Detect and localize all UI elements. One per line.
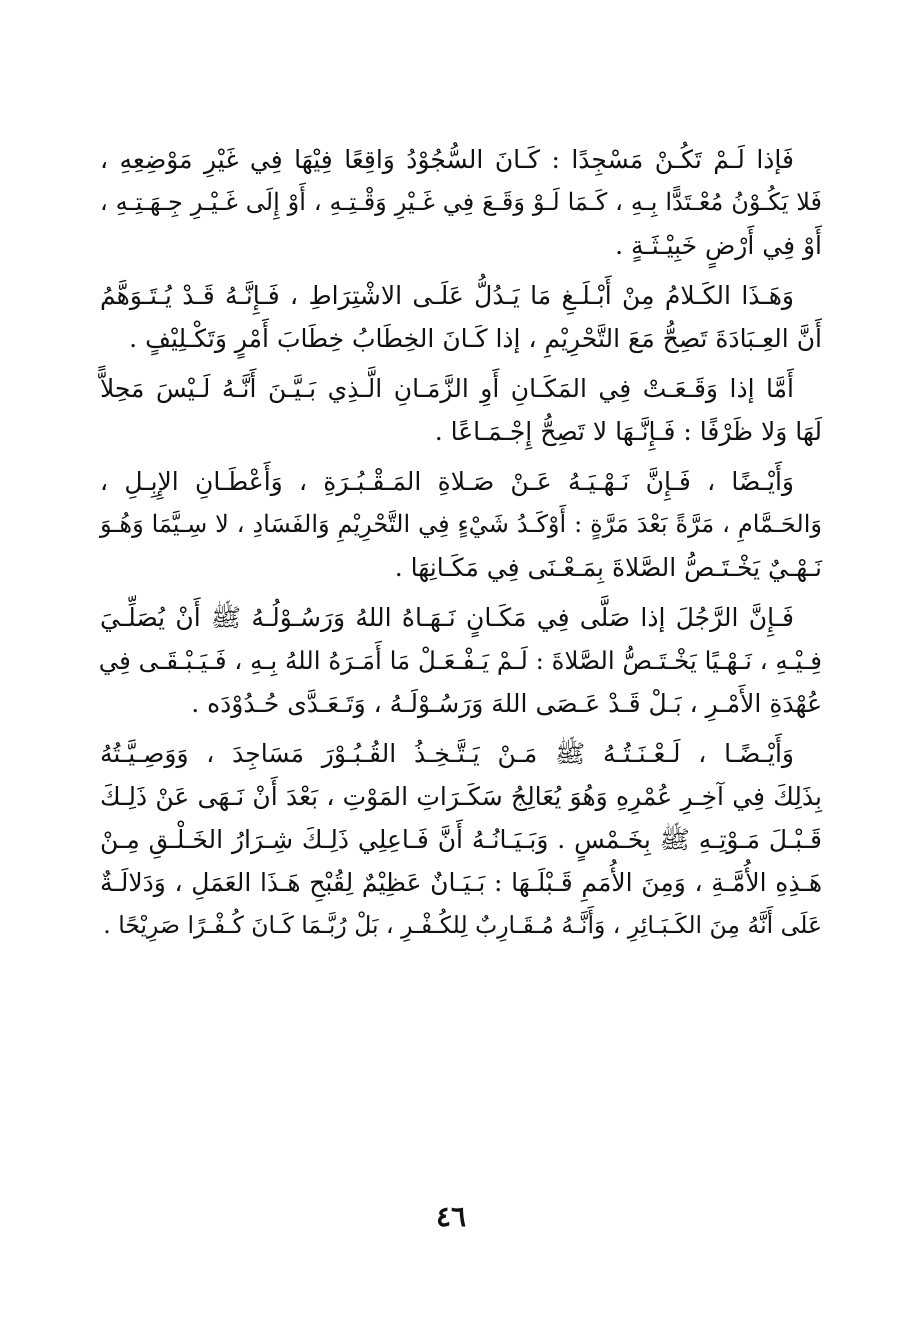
text-line: هَـذِهِ الأُمَّـةِ ، وَمِنَ الأُمَمِ قَـبْلَـهَا : بَـيَـانٌ عَظِيْمٌ لِقُبْحِ هَـذَا العَمَلِ ، وَدَلالَـةٌ	[100, 868, 822, 897]
text-line: نَـهْـيٌ يَخْـتَـصُّ الصَّلاةَ بِمَـعْـنَى فِي مَكَـانِهَا .	[394, 553, 822, 582]
paragraph-2	[100, 274, 822, 360]
text-line: وَأَيْـضًا ، فَـإِنَّ نَـهْـيَـهُ عَـنْ صَـلاةِ المَـقْـبُـرَةِ ، وَأَعْطَـانِ الإِبِـلِ ،	[100, 467, 794, 496]
text-line: لَهَا وَلا ظَرْفًا : فَـإِنَّـهَا لا تَصِحُّ إِجْـمَـاعًا .	[434, 417, 822, 446]
text-line: فَلا يَكُـوْنُ مُعْـتَدًّا بِـهِ ، كَـمَا لَـوْ وَقَـعَ فِي غَـيْرِ وَقْـتِـهِ ، أَوْ إِلَى غَـيْـرِ جِـهَـتِـهِ ،	[100, 188, 822, 216]
paragraph-1	[100, 138, 822, 267]
text-line: أَنَّ العِـبَادَةَ تَصِحُّ مَعَ التَّحْرِيْمِ ، إذا كَـانَ الخِطَابُ خِطَابَ أَمْرٍ وَتَكْـلِيْفٍ .	[129, 324, 822, 353]
paragraph-5	[100, 596, 822, 725]
text-line: أَمَّا إذا وَقَـعَـتْ فِي المَكَـانِ أَوِ الزَّمَـانِ الَّـذِي بَـيَّـنَ أَنَّـهُ لَـيْسَ مَحِلاًّ	[100, 374, 794, 403]
text-line: فَـإِنَّ الرَّجُلَ إذا صَلَّى فِي مَكَـانٍ نَـهَـاهُ اللهُ وَرَسُـوْلُـهُ ﷺ أَنْ يُصَلِّـيَ	[100, 603, 794, 632]
text-line: فِـيْـهِ ، نَـهْـيًا يَخْـتَـصُّ الصَّلاةَ : لَـمْ يَـفْـعَـلْ مَا أَمَـرَهُ اللهُ بِـهِ ، فَـيَـبْـقَـى فِي	[98, 646, 822, 675]
text-line: فَإذا لَـمْ تَكُـنْ مَسْجِدًا : كَـانَ السُّجُوْدُ وَاقِعًا فِيْهَا فِي غَيْرِ مَوْضِعِهِ ،	[100, 145, 794, 174]
body-text	[100, 138, 822, 947]
text-line: وَالحَـمَّامِ ، مَرَّةً بَعْدَ مَرَّةٍ : أَوْكَـدُ شَيْءٍ فِي التَّحْرِيْمِ وَالفَسَادِ ، لا سِـيَّمَا وَهُـوَ	[100, 510, 822, 538]
text-line: عُهْدَةِ الأَمْـرِ ، بَـلْ قَـدْ عَـصَى اللهَ وَرَسُـوْلَـهُ ، وَتَـعَـدَّى حُـدُوْدَه .	[191, 689, 822, 718]
text-line: عَلَى أَنَّهُ مِنَ الكَـبَـائِرِ ، وَأَنَّـهُ مُـقَـارِبٌ لِلكُـفْـرِ ، بَلْ رُبَّـمَا كَـانَ كُـفْـرًا صَرِيْحًا .	[103, 911, 822, 939]
text-line: أَوْ فِي أَرْضٍ خَبِيْـثَـةٍ .	[615, 231, 822, 260]
paragraph-6	[100, 732, 822, 947]
text-line: وَهَـذَا الكَـلامُ مِنْ أَبْـلَـغِ مَا يَـدُلُّ عَلَـى الاشْتِرَاطِ ، فَـإِنَّـهُ قَـدْ يُـتَـوَهَّمُ	[100, 281, 794, 310]
text-line: وَأَيْـضًـا ، لَـعْـنَـتُـهُ ﷺ مَـنْ يَـتَّـخِـذُ القُـبُـوْرَ مَسَاجِدَ ، وَوَصِـيَّـتُهُ	[100, 739, 794, 768]
page-number: ٤٦	[435, 1200, 467, 1233]
text-line: بِذَلِكَ فِي آخِـرِ عُمْرِهِ وَهُوَ يُعَالِجُ سَكَـرَاتِ المَوْتِ ، بَعْدَ أَنْ نَـهَى عَنْ ذَلِـكَ	[100, 782, 822, 811]
text-line: قَـبْـلَ مَـوْتِـهِ ﷺ بِخَـمْسٍ . وَبَـيَـانُـهُ أَنَّ فَـاعِلِي ذَلِـكَ شِـرَارُ الخَـلْـقِ مِـنْ	[100, 825, 822, 854]
paragraph-4	[100, 460, 822, 589]
paragraph-3	[100, 367, 822, 453]
